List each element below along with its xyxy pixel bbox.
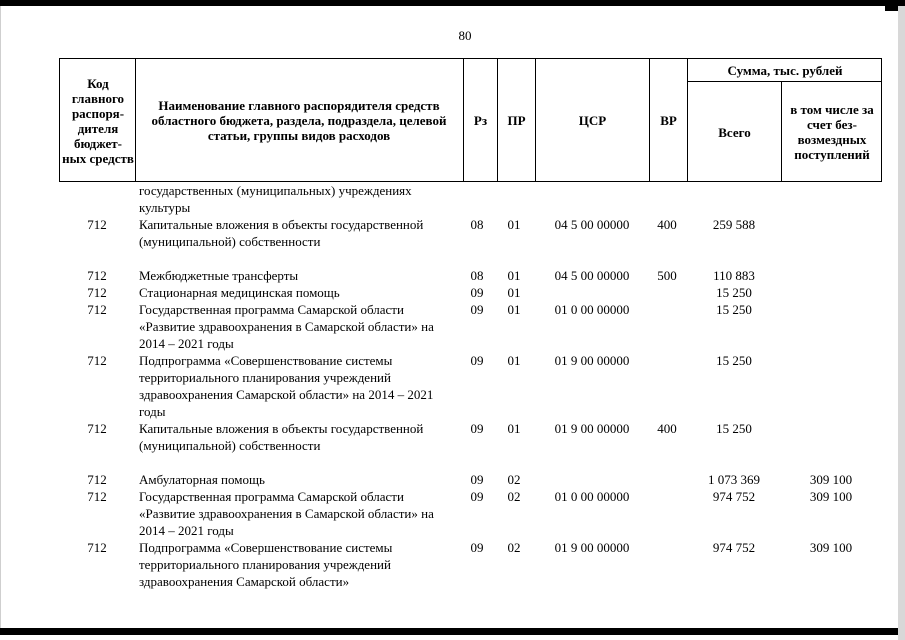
row-rz: 09 bbox=[470, 472, 484, 487]
row-total: 259 588 bbox=[712, 217, 756, 232]
scan-border-bottom bbox=[0, 628, 898, 635]
row-total: 15 250 bbox=[716, 353, 752, 368]
row-pr: 01 bbox=[507, 302, 521, 317]
header-csr: ЦСР bbox=[578, 113, 607, 128]
row-name: Подпрограмма «Совершенствование системы территориального планирования учреждений здравоохранения Самарской области» bbox=[139, 540, 393, 589]
row-total: 15 250 bbox=[716, 421, 752, 436]
row-code: 712 bbox=[87, 540, 107, 555]
row-code: 712 bbox=[87, 421, 107, 436]
row-csr: 01 9 00 00000 bbox=[554, 421, 630, 436]
row-pr: 02 bbox=[507, 540, 521, 555]
row-total: 974 752 bbox=[712, 489, 756, 504]
row-rz: 09 bbox=[470, 540, 484, 555]
row-pr: 02 bbox=[507, 472, 521, 487]
row-pr: 01 bbox=[507, 217, 521, 232]
row-free: 309 100 bbox=[809, 540, 853, 555]
row-total: 1 073 369 bbox=[708, 472, 760, 487]
row-vr: 400 bbox=[657, 217, 677, 232]
scan-border-top bbox=[0, 0, 905, 6]
row-vr: 500 bbox=[657, 268, 677, 283]
row-name: Государственная программа Самарской области «Развитие здравоохранения в Самарской области» на 2014 – 2021 годы bbox=[139, 489, 434, 538]
header-sum: Сумма, тыс. рублей bbox=[727, 62, 843, 78]
row-rz: 09 bbox=[470, 489, 484, 504]
header-free: в том числе за счет без-возмездных поступлений bbox=[790, 102, 874, 162]
scan-edge-right bbox=[898, 6, 905, 640]
row-csr: 01 0 00 00000 bbox=[554, 302, 630, 317]
row-rz: 09 bbox=[470, 353, 484, 368]
row-csr: 01 0 00 00000 bbox=[554, 489, 630, 504]
header-vr: ВР bbox=[660, 113, 677, 128]
row-total: 15 250 bbox=[716, 302, 752, 317]
header-name: Наименование главного распорядителя средств областного бюджета, раздела, подраздела, целевой статьи, группы видов расходов bbox=[151, 98, 447, 143]
header-code: Код главного распоря-дителя бюджет-ных средств bbox=[62, 75, 134, 166]
row-free: 309 100 bbox=[809, 472, 853, 487]
row-name: Капитальные вложения в объекты государственной (муниципальной) собственности bbox=[139, 217, 424, 249]
row-total: 110 883 bbox=[713, 268, 755, 283]
row-pr: 02 bbox=[507, 489, 521, 504]
row-pr: 01 bbox=[507, 353, 521, 368]
scan-edge-left bbox=[0, 6, 1, 628]
row-code: 712 bbox=[87, 472, 107, 487]
row-name: Амбулаторная помощь bbox=[139, 472, 265, 487]
row-code: 712 bbox=[87, 489, 107, 504]
header-total: Всего bbox=[718, 124, 751, 140]
row-code: 712 bbox=[87, 353, 107, 368]
row-csr: 04 5 00 00000 bbox=[554, 217, 630, 232]
row-vr: 400 bbox=[657, 421, 677, 436]
page-number: 80 bbox=[458, 28, 472, 43]
row-name: Капитальные вложения в объекты государственной (муниципальной) собственности bbox=[139, 421, 424, 453]
row-code: 712 bbox=[87, 302, 107, 317]
row-free: 309 100 bbox=[809, 489, 853, 504]
row-rz: 08 bbox=[470, 268, 484, 283]
row-csr: 04 5 00 00000 bbox=[554, 268, 630, 283]
row-name: Подпрограмма «Совершенствование системы территориального планирования учреждений здравоохранения Самарской области» на 2014 – 2021 годы bbox=[139, 353, 434, 419]
row-code: 712 bbox=[87, 217, 107, 232]
row-rz: 08 bbox=[470, 217, 484, 232]
header-rz: Рз bbox=[473, 113, 488, 128]
row-pr: 01 bbox=[507, 421, 521, 436]
row-name: Государственная программа Самарской области «Развитие здравоохранения в Самарской области» на 2014 – 2021 годы bbox=[139, 302, 434, 351]
row-total: 15 250 bbox=[716, 285, 752, 300]
row-code: 712 bbox=[87, 268, 107, 283]
row-name: государственных (муниципальных) учреждениях культуры bbox=[139, 183, 412, 215]
row-csr: 01 9 00 00000 bbox=[554, 353, 630, 368]
header-divider bbox=[135, 59, 136, 181]
row-rz: 09 bbox=[470, 285, 484, 300]
row-rz: 09 bbox=[470, 421, 484, 436]
row-code: 712 bbox=[87, 285, 107, 300]
table-header bbox=[59, 58, 882, 182]
header-pr: ПР bbox=[507, 113, 526, 128]
row-name: Межбюджетные трансферты bbox=[139, 268, 299, 283]
row-pr: 01 bbox=[507, 285, 521, 300]
row-total: 974 752 bbox=[712, 540, 756, 555]
row-rz: 09 bbox=[470, 302, 484, 317]
row-pr: 01 bbox=[507, 268, 521, 283]
header-divider bbox=[781, 81, 782, 182]
row-name: Стационарная медицинская помощь bbox=[139, 285, 340, 300]
row-csr: 01 9 00 00000 bbox=[554, 540, 630, 555]
